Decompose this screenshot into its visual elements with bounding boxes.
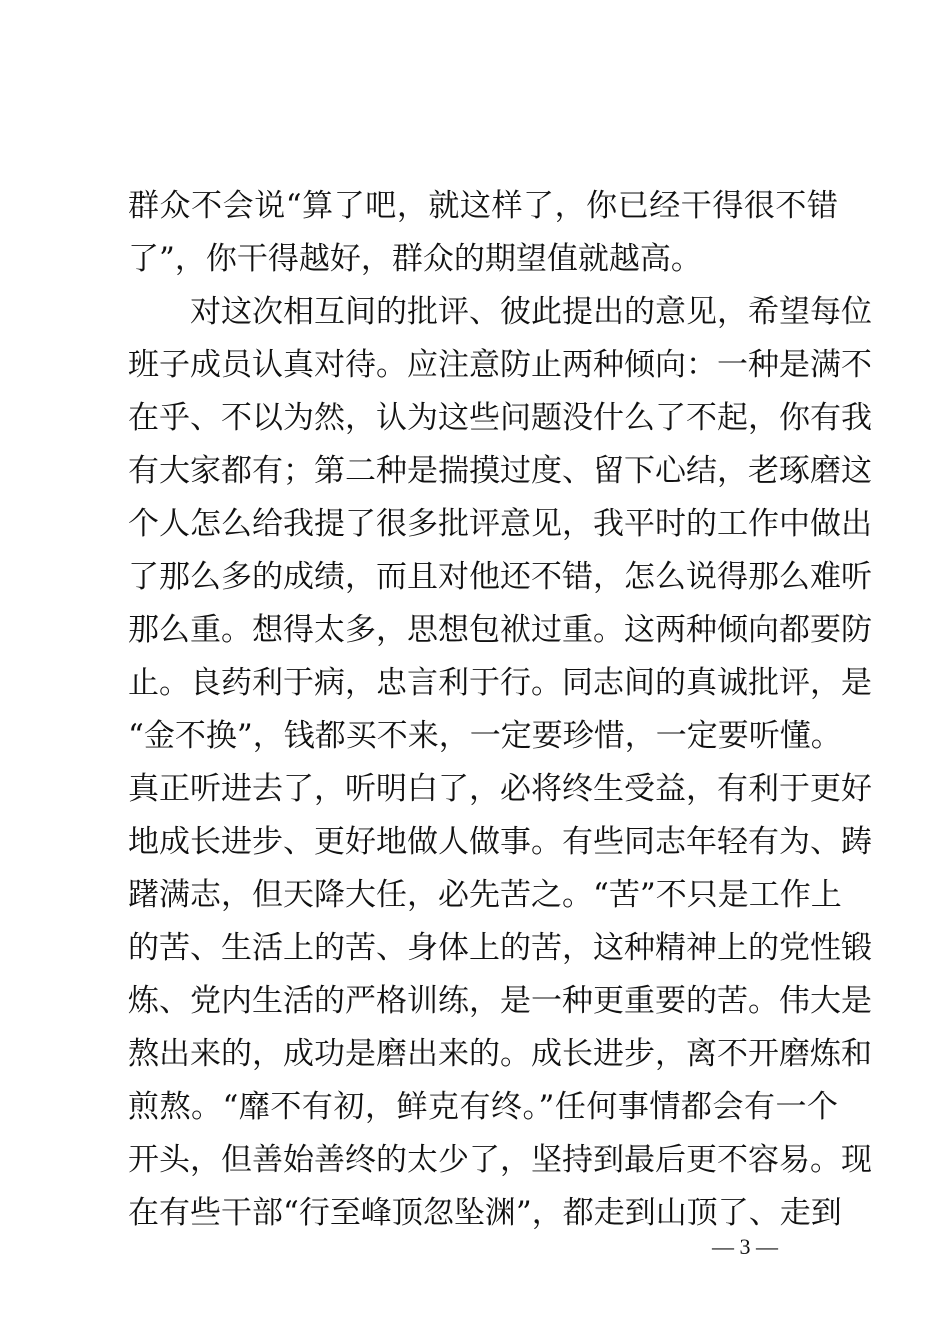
text-line: 个人怎么给我提了很多批评意见，我平时的工作中做出 xyxy=(128,506,872,542)
text-line: 开头，但善始善终的太少了，坚持到最后更不容易。现 xyxy=(128,1142,872,1178)
text-line: 那么重。想得太多，思想包袱过重。这两种倾向都要防 xyxy=(128,612,872,648)
text-line: 对这次相互间的批评、彼此提出的意见，希望每位 xyxy=(190,294,872,330)
text-line: 躇满志，但天降大任，必先苦之。“苦”不只是工作上 xyxy=(128,877,842,913)
text-line: 熬出来的，成功是磨出来的。成长进步，离不开磨炼和 xyxy=(128,1036,872,1072)
page-number: — 3 — xyxy=(712,1234,778,1259)
text-line: 煎熬。“靡不有初，鲜克有终。”任何事情都会有一个 xyxy=(128,1089,838,1125)
text-line: “金不换”，钱都买不来，一定要珍惜，一定要听懂。 xyxy=(128,718,842,754)
text-line: 班子成员认真对待。应注意防止两种倾向：一种是满不 xyxy=(128,347,872,383)
text-line: 地成长进步、更好地做人做事。有些同志年轻有为、踌 xyxy=(128,824,872,860)
text-line: 群众不会说“算了吧，就这样了，你已经干得很不错 xyxy=(128,188,838,224)
text-line: 炼、党内生活的严格训练，是一种更重要的苦。伟大是 xyxy=(128,983,872,1019)
text-line: 在乎、不以为然，认为这些问题没什么了不起，你有我 xyxy=(128,400,872,436)
text-line: 在有些干部“行至峰顶忽坠渊”，都走到山顶了、走到 xyxy=(128,1195,842,1231)
text-line: 真正听进去了，听明白了，必将终生受益，有利于更好 xyxy=(128,771,872,807)
text-line: 了”，你干得越好，群众的期望值就越高。 xyxy=(128,241,702,277)
text-line: 止。良药利于病，忠言利于行。同志间的真诚批评，是 xyxy=(128,665,872,701)
body-text xyxy=(128,180,872,1240)
text-line: 的苦、生活上的苦、身体上的苦，这种精神上的党性锻 xyxy=(128,930,872,966)
text-line: 有大家都有；第二种是揣摸过度、留下心结，老琢磨这 xyxy=(128,453,872,489)
text-line: 了那么多的成绩，而且对他还不错，怎么说得那么难听 xyxy=(128,559,872,595)
